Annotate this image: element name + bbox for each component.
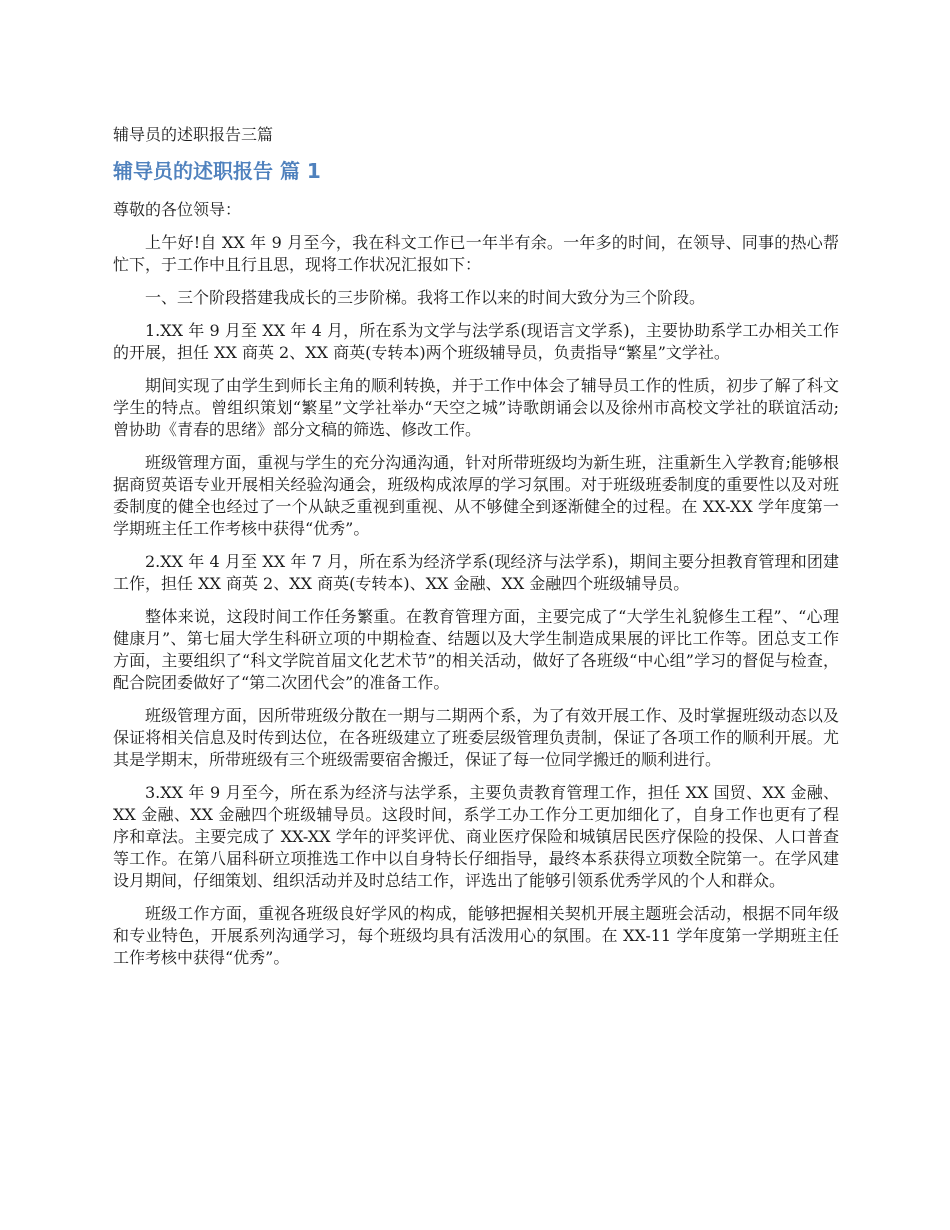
paragraph-stage-3: 3.XX 年 9 月至今，所在系为经济与法学系，主要负责教育管理工作，担任 XX 国贸、XX 金融、XX 金融、XX 金融四个班级辅导员。这段时间，系学工办工作分工更加细化了，自身工作也更有了程序和章法。主要完成了 XX-XX 学年的评奖评优、商业医疗保险和城镇居民医疗保险的投保、人口普查等工作。在第八届科研立项推选工作中以自身特长仔细指导，最终本系获得立项数全院第一。在学风建设月期间，仔细策划、组织活动并及时总结工作，评选出了能够引领系优秀学风的个人和群众。 [113,783,839,890]
paragraph-stage-1-class-management: 班级管理方面，重视与学生的充分沟通沟通，针对所带班级均为新生班，注重新生入学教育;能够根据商贸英语专业开展相关经验沟通会，班级构成浓厚的学习氛围。对于班级班委制度的重要性以及对班委制度的健全也经过了一个从缺乏重视到重视、从不够健全到逐渐健全的过程。在 XX-XX 学年度第一学期班主任工作考核中获得“优秀”。 [113,453,839,538]
paragraph-stage-2: 2.XX 年 4 月至 XX 年 7 月，所在系为经济学系(现经济与法学系)，期间主要分担教育管理和团建工作，担任 XX 商英 2、XX 商英(专转本)、XX 金融、XX 金融四个班级辅导员。 [113,552,839,593]
document-title: 辅导员的述职报告三篇 [113,125,274,144]
paragraph-stage-2-class-management: 班级管理方面，因所带班级分散在一期与二期两个系，为了有效开展工作、及时掌握班级动态以及保证将相关信息及时传到达位，在各班级建立了班委层级管理负责制，保证了各项工作的顺利开展。尤其是学期末，所带班级有三个班级需要宿舍搬迁，保证了每一位同学搬迁的顺利进行。 [113,706,839,769]
paragraph-stage-2-overview: 整体来说，这段时间工作任务繁重。在教育管理方面，主要完成了“大学生礼貌修生工程”、“心理健康月”、第七届大学生科研立项的中期检查、结题以及大学生制造成果展的评比工作等。团总支工作方面，主要组织了“科文学院首届文化艺术节”的相关活动，做好了各班级“中心组”学习的督促与检查，配合院团委做好了“第二次团代会”的准备工作。 [113,607,839,692]
paragraph-stage-1-achievements: 期间实现了由学生到师长主角的顺利转换，并于工作中体会了辅导员工作的性质，初步了解了科文学生的特点。曾组织策划“繁星”文学社举办“天空之城”诗歌朗诵会以及徐州市高校文学社的联谊活动;曾协助《青春的思绪》部分文稿的筛选、修改工作。 [113,376,839,439]
section-heading: 辅导员的述职报告 篇 1 [113,159,321,183]
paragraph-stage-3-class-work: 班级工作方面，重视各班级良好学风的构成，能够把握相关契机开展主题班会活动，根据不同年级和专业特色，开展系列沟通学习，每个班级均具有活泼用心的氛围。在 XX-11 学年度第一学期班主任工作考核中获得“优秀”。 [113,904,839,967]
document-page [113,124,839,980]
salutation: 尊敬的各位领导： [113,200,242,219]
paragraph-intro: 上午好!自 XX 年 9 月至今，我在科文工作已一年半有余。一年多的时间，在领导、同事的热心帮忙下，于工作中且行且思，现将工作状况汇报如下： [113,233,839,274]
paragraph-stage-1: 1.XX 年 9 月至 XX 年 4 月，所在系为文学与法学系(现语言文学系)，主要协助系学工办相关工作的开展，担任 XX 商英 2、XX 商英(专转本)两个班级辅导员，负责指导“繁星”文学社。 [113,321,839,362]
paragraph-three-stages: 一、三个阶段搭建我成长的三步阶梯。我将工作以来的时间大致分为三个阶段。 [145,288,706,307]
